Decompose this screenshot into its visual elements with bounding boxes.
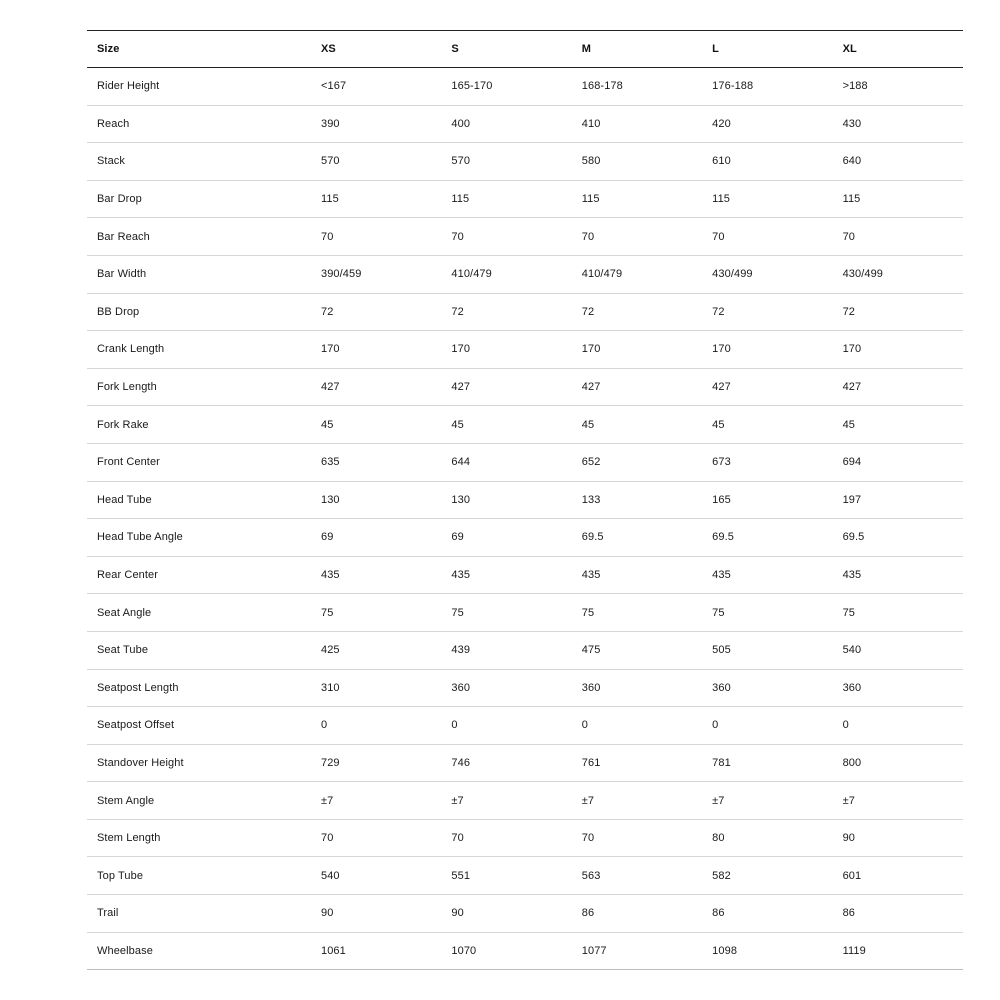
cell-l: 165: [712, 493, 731, 506]
cell-m: 86: [581, 907, 595, 920]
cell-s: 90: [451, 907, 464, 920]
cell-m: 580: [581, 155, 601, 168]
table-row: [87, 895, 963, 933]
cell-xs: 729: [321, 756, 340, 769]
cell-s: 439: [451, 644, 471, 657]
table-row: [87, 143, 963, 181]
row-label: Seat Tube: [97, 644, 149, 657]
cell-s: 1070: [451, 944, 477, 957]
row-label: Reach: [97, 117, 130, 130]
cell-s: 551: [451, 869, 471, 882]
cell-l: 86: [712, 907, 725, 920]
row-label: Top Tube: [97, 869, 144, 882]
table-row: [87, 819, 963, 857]
cell-xs: 70: [321, 230, 334, 243]
row-label: Head Tube: [97, 493, 152, 506]
table-row: [87, 293, 963, 331]
cell-xl: 45: [842, 418, 855, 431]
cell-s: 130: [451, 493, 471, 506]
cell-l: 75: [712, 606, 725, 619]
cell-m: 360: [581, 681, 601, 694]
row-label: Seatpost Offset: [97, 719, 175, 732]
cell-xl: 197: [842, 493, 862, 506]
cell-xs: 390: [321, 117, 340, 130]
cell-xs: 130: [321, 493, 340, 506]
cell-xl: 435: [842, 569, 862, 582]
cell-s: 746: [451, 756, 471, 769]
table-row: [87, 105, 963, 143]
cell-s: 75: [451, 606, 464, 619]
cell-m: 563: [581, 869, 601, 882]
cell-m: 75: [581, 606, 595, 619]
cell-l: 80: [712, 832, 725, 845]
cell-xs: 45: [321, 418, 334, 431]
cell-l: 420: [712, 117, 731, 130]
cell-l: 360: [712, 681, 731, 694]
cell-s: 570: [451, 155, 471, 168]
cell-xl: 601: [842, 869, 862, 882]
column-header-s: S: [441, 31, 571, 68]
table-row: [87, 782, 963, 820]
cell-l: 70: [712, 230, 725, 243]
column-header-m: M: [572, 31, 702, 68]
cell-s: 435: [451, 569, 471, 582]
row-label: Front Center: [97, 456, 160, 469]
cell-s: 165-170: [451, 80, 493, 93]
table-row: [87, 255, 963, 293]
cell-xs: 427: [321, 381, 340, 394]
cell-xl: 72: [842, 305, 855, 318]
table-row: [87, 519, 963, 557]
cell-xs: 90: [321, 907, 334, 920]
cell-xl: >188: [842, 80, 868, 93]
cell-xl: ±7: [842, 794, 855, 807]
cell-xs: 635: [321, 456, 340, 469]
cell-xl: 640: [842, 155, 862, 168]
cell-xl: 90: [842, 832, 855, 845]
header-row: [87, 31, 963, 68]
cell-l: 0: [712, 719, 719, 732]
cell-s: 170: [451, 343, 471, 356]
table-row: [87, 669, 963, 707]
cell-xs: 115: [321, 193, 339, 206]
table-body: [87, 68, 963, 970]
row-label: Wheelbase: [97, 944, 153, 957]
cell-xs: <167: [321, 80, 347, 93]
cell-s: 644: [451, 456, 471, 469]
cell-xl: 540: [842, 644, 862, 657]
row-label: Bar Width: [97, 268, 147, 281]
row-label: Fork Length: [97, 381, 157, 394]
cell-l: 430/499: [712, 268, 753, 281]
cell-m: 70: [581, 832, 595, 845]
cell-m: 133: [581, 493, 601, 506]
table-row: [87, 631, 963, 669]
cell-xl: 360: [842, 681, 862, 694]
cell-xl: 86: [842, 907, 855, 920]
cell-m: ±7: [581, 794, 595, 807]
cell-l: 176-188: [712, 80, 754, 93]
row-label: Rear Center: [97, 569, 159, 582]
row-label: Crank Length: [97, 343, 165, 356]
cell-l: 72: [712, 305, 725, 318]
cell-m: 170: [581, 343, 601, 356]
cell-xs: 170: [321, 343, 340, 356]
table-row: [87, 857, 963, 895]
table-row: [87, 556, 963, 594]
cell-xs: 390/459: [321, 268, 362, 281]
cell-m: 70: [581, 230, 595, 243]
cell-xl: 694: [842, 456, 862, 469]
cell-xs: 75: [321, 606, 334, 619]
cell-xs: 570: [321, 155, 340, 168]
table-row: [87, 180, 963, 218]
cell-xl: 170: [842, 343, 862, 356]
cell-xl: 70: [842, 230, 855, 243]
table-row: [87, 594, 963, 632]
row-label: Head Tube Angle: [97, 531, 183, 544]
cell-xl: 800: [842, 756, 862, 769]
row-label: Stem Angle: [97, 794, 155, 807]
cell-xl: 1119: [842, 944, 866, 957]
cell-l: 781: [712, 756, 731, 769]
cell-l: 170: [712, 343, 731, 356]
cell-m: 475: [581, 644, 601, 657]
cell-xs: 69: [321, 531, 334, 544]
table-row: [87, 481, 963, 519]
cell-xl: 69.5: [842, 531, 865, 544]
cell-m: 410/479: [581, 268, 623, 281]
table-header: [87, 31, 963, 68]
cell-l: 1098: [712, 944, 738, 957]
table-row: [87, 932, 963, 970]
cell-xs: 435: [321, 569, 340, 582]
cell-xs: 310: [321, 681, 340, 694]
cell-m: 69.5: [581, 531, 604, 544]
cell-xs: 72: [321, 305, 334, 318]
cell-m: 115: [581, 193, 600, 206]
cell-xl: 75: [842, 606, 855, 619]
cell-m: 45: [581, 418, 595, 431]
table-row: [87, 368, 963, 406]
cell-xl: 427: [842, 381, 862, 394]
row-label: Seatpost Length: [97, 681, 179, 694]
cell-s: 69: [451, 531, 464, 544]
cell-s: 410/479: [451, 268, 492, 281]
table-row: [87, 707, 963, 745]
row-label: Bar Reach: [97, 230, 150, 243]
column-header-l: L: [702, 31, 832, 68]
cell-m: 427: [581, 381, 601, 394]
cell-xs: 540: [321, 869, 340, 882]
column-header-xs: XS: [311, 31, 441, 68]
column-header-xl: XL: [833, 31, 963, 68]
cell-xl: 115: [842, 193, 861, 206]
row-label: Fork Rake: [97, 418, 149, 431]
cell-xs: ±7: [321, 794, 334, 807]
row-label: Seat Angle: [97, 606, 152, 619]
cell-s: 427: [451, 381, 471, 394]
cell-s: 70: [451, 230, 464, 243]
geometry-table: [87, 30, 963, 970]
cell-s: 70: [451, 832, 464, 845]
cell-s: 400: [451, 117, 471, 130]
cell-l: 435: [712, 569, 731, 582]
cell-xs: 70: [321, 832, 334, 845]
size-header-label: Size: [87, 31, 311, 68]
table-row: [87, 744, 963, 782]
cell-m: 410: [581, 117, 601, 130]
cell-s: 72: [451, 305, 464, 318]
cell-m: 435: [581, 569, 601, 582]
cell-m: 761: [581, 756, 601, 769]
cell-l: 582: [712, 869, 731, 882]
row-label: Standover Height: [97, 756, 184, 769]
row-label: Stack: [97, 155, 126, 168]
cell-m: 0: [581, 719, 588, 732]
cell-l: 673: [712, 456, 731, 469]
cell-l: 505: [712, 644, 731, 657]
row-label: Bar Drop: [97, 193, 142, 206]
cell-l: 427: [712, 381, 731, 394]
row-label: Rider Height: [97, 80, 160, 93]
cell-xl: 430: [842, 117, 862, 130]
cell-l: 45: [712, 418, 725, 431]
cell-xs: 1061: [321, 944, 346, 957]
cell-l: 610: [712, 155, 731, 168]
cell-l: 115: [712, 193, 731, 206]
cell-m: 72: [581, 305, 595, 318]
table-row: [87, 443, 963, 481]
cell-l: 69.5: [712, 531, 734, 544]
table-row: [87, 68, 963, 106]
cell-s: 45: [451, 418, 464, 431]
cell-xs: 0: [321, 719, 328, 732]
table-row: [87, 331, 963, 369]
cell-xl: 0: [842, 719, 849, 732]
cell-xs: 425: [321, 644, 340, 657]
cell-m: 652: [581, 456, 601, 469]
row-label: Stem Length: [97, 832, 161, 845]
table-row: [87, 218, 963, 256]
cell-l: ±7: [712, 794, 725, 807]
cell-s: 115: [451, 193, 470, 206]
row-label: BB Drop: [97, 305, 140, 318]
cell-m: 1077: [581, 944, 607, 957]
cell-s: 0: [451, 719, 458, 732]
cell-m: 168-178: [581, 80, 623, 93]
table-row: [87, 406, 963, 444]
cell-s: ±7: [451, 794, 464, 807]
cell-xl: 430/499: [842, 268, 884, 281]
cell-s: 360: [451, 681, 471, 694]
row-label: Trail: [97, 907, 119, 920]
